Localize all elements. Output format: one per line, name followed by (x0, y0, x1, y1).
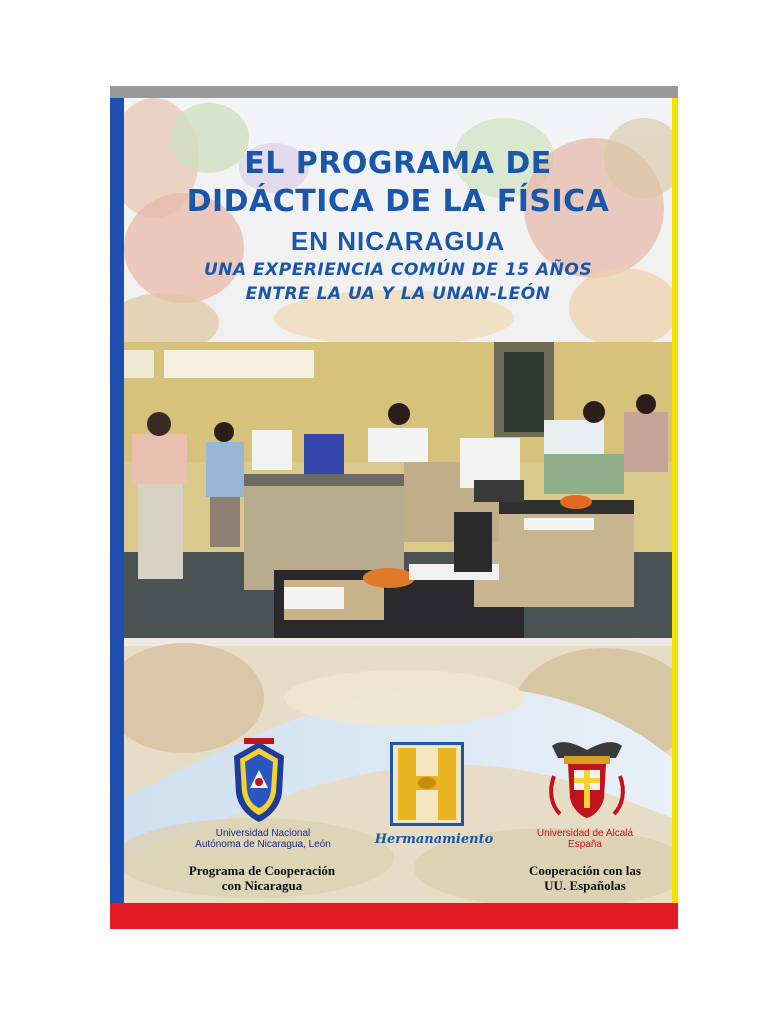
unan-caption-line-2: Autónoma de Nicaragua, León (195, 839, 331, 850)
hermanamiento-h-logo-icon (390, 742, 464, 826)
cooperation-spanish-universities-text (510, 863, 660, 893)
alcala-crest-icon (546, 736, 628, 824)
cooperation-right-line-1: Cooperación con las (529, 863, 641, 878)
right-yellow-bar (672, 98, 678, 918)
top-gray-bar (110, 86, 678, 98)
alcala-caption (520, 828, 650, 850)
title-line-1: EL PROGRAMA DE (244, 146, 552, 181)
title-line-2: DIDÁCTICA DE LA FÍSICA (186, 184, 610, 219)
cooperation-nicaragua-text (162, 863, 362, 893)
bottom-red-bar (110, 903, 678, 929)
subtitle-line-2: ENTRE LA UA Y LA UNAN-LEÓN (245, 284, 551, 304)
alcala-caption-line-2: España (568, 839, 602, 850)
left-blue-bar (110, 98, 124, 918)
title-line-3: EN NICARAGUA (290, 226, 506, 256)
book-cover (110, 86, 678, 929)
classroom-photo (124, 342, 672, 638)
unan-caption (188, 828, 338, 850)
unan-crest-icon (226, 738, 292, 824)
unan-caption-line-1: Universidad Nacional (215, 828, 311, 839)
subtitle-line-1: UNA EXPERIENCIA COMÚN DE 15 AÑOS (203, 260, 593, 280)
hermanamiento-caption: Hermanamiento (374, 832, 494, 847)
alcala-caption-line-1: Universidad de Alcalá (536, 828, 634, 839)
cooperation-right-line-2: UU. Españolas (544, 878, 626, 893)
cooperation-left-line-2: con Nicaragua (221, 878, 303, 893)
cooperation-left-line-1: Programa de Cooperación (188, 863, 336, 878)
